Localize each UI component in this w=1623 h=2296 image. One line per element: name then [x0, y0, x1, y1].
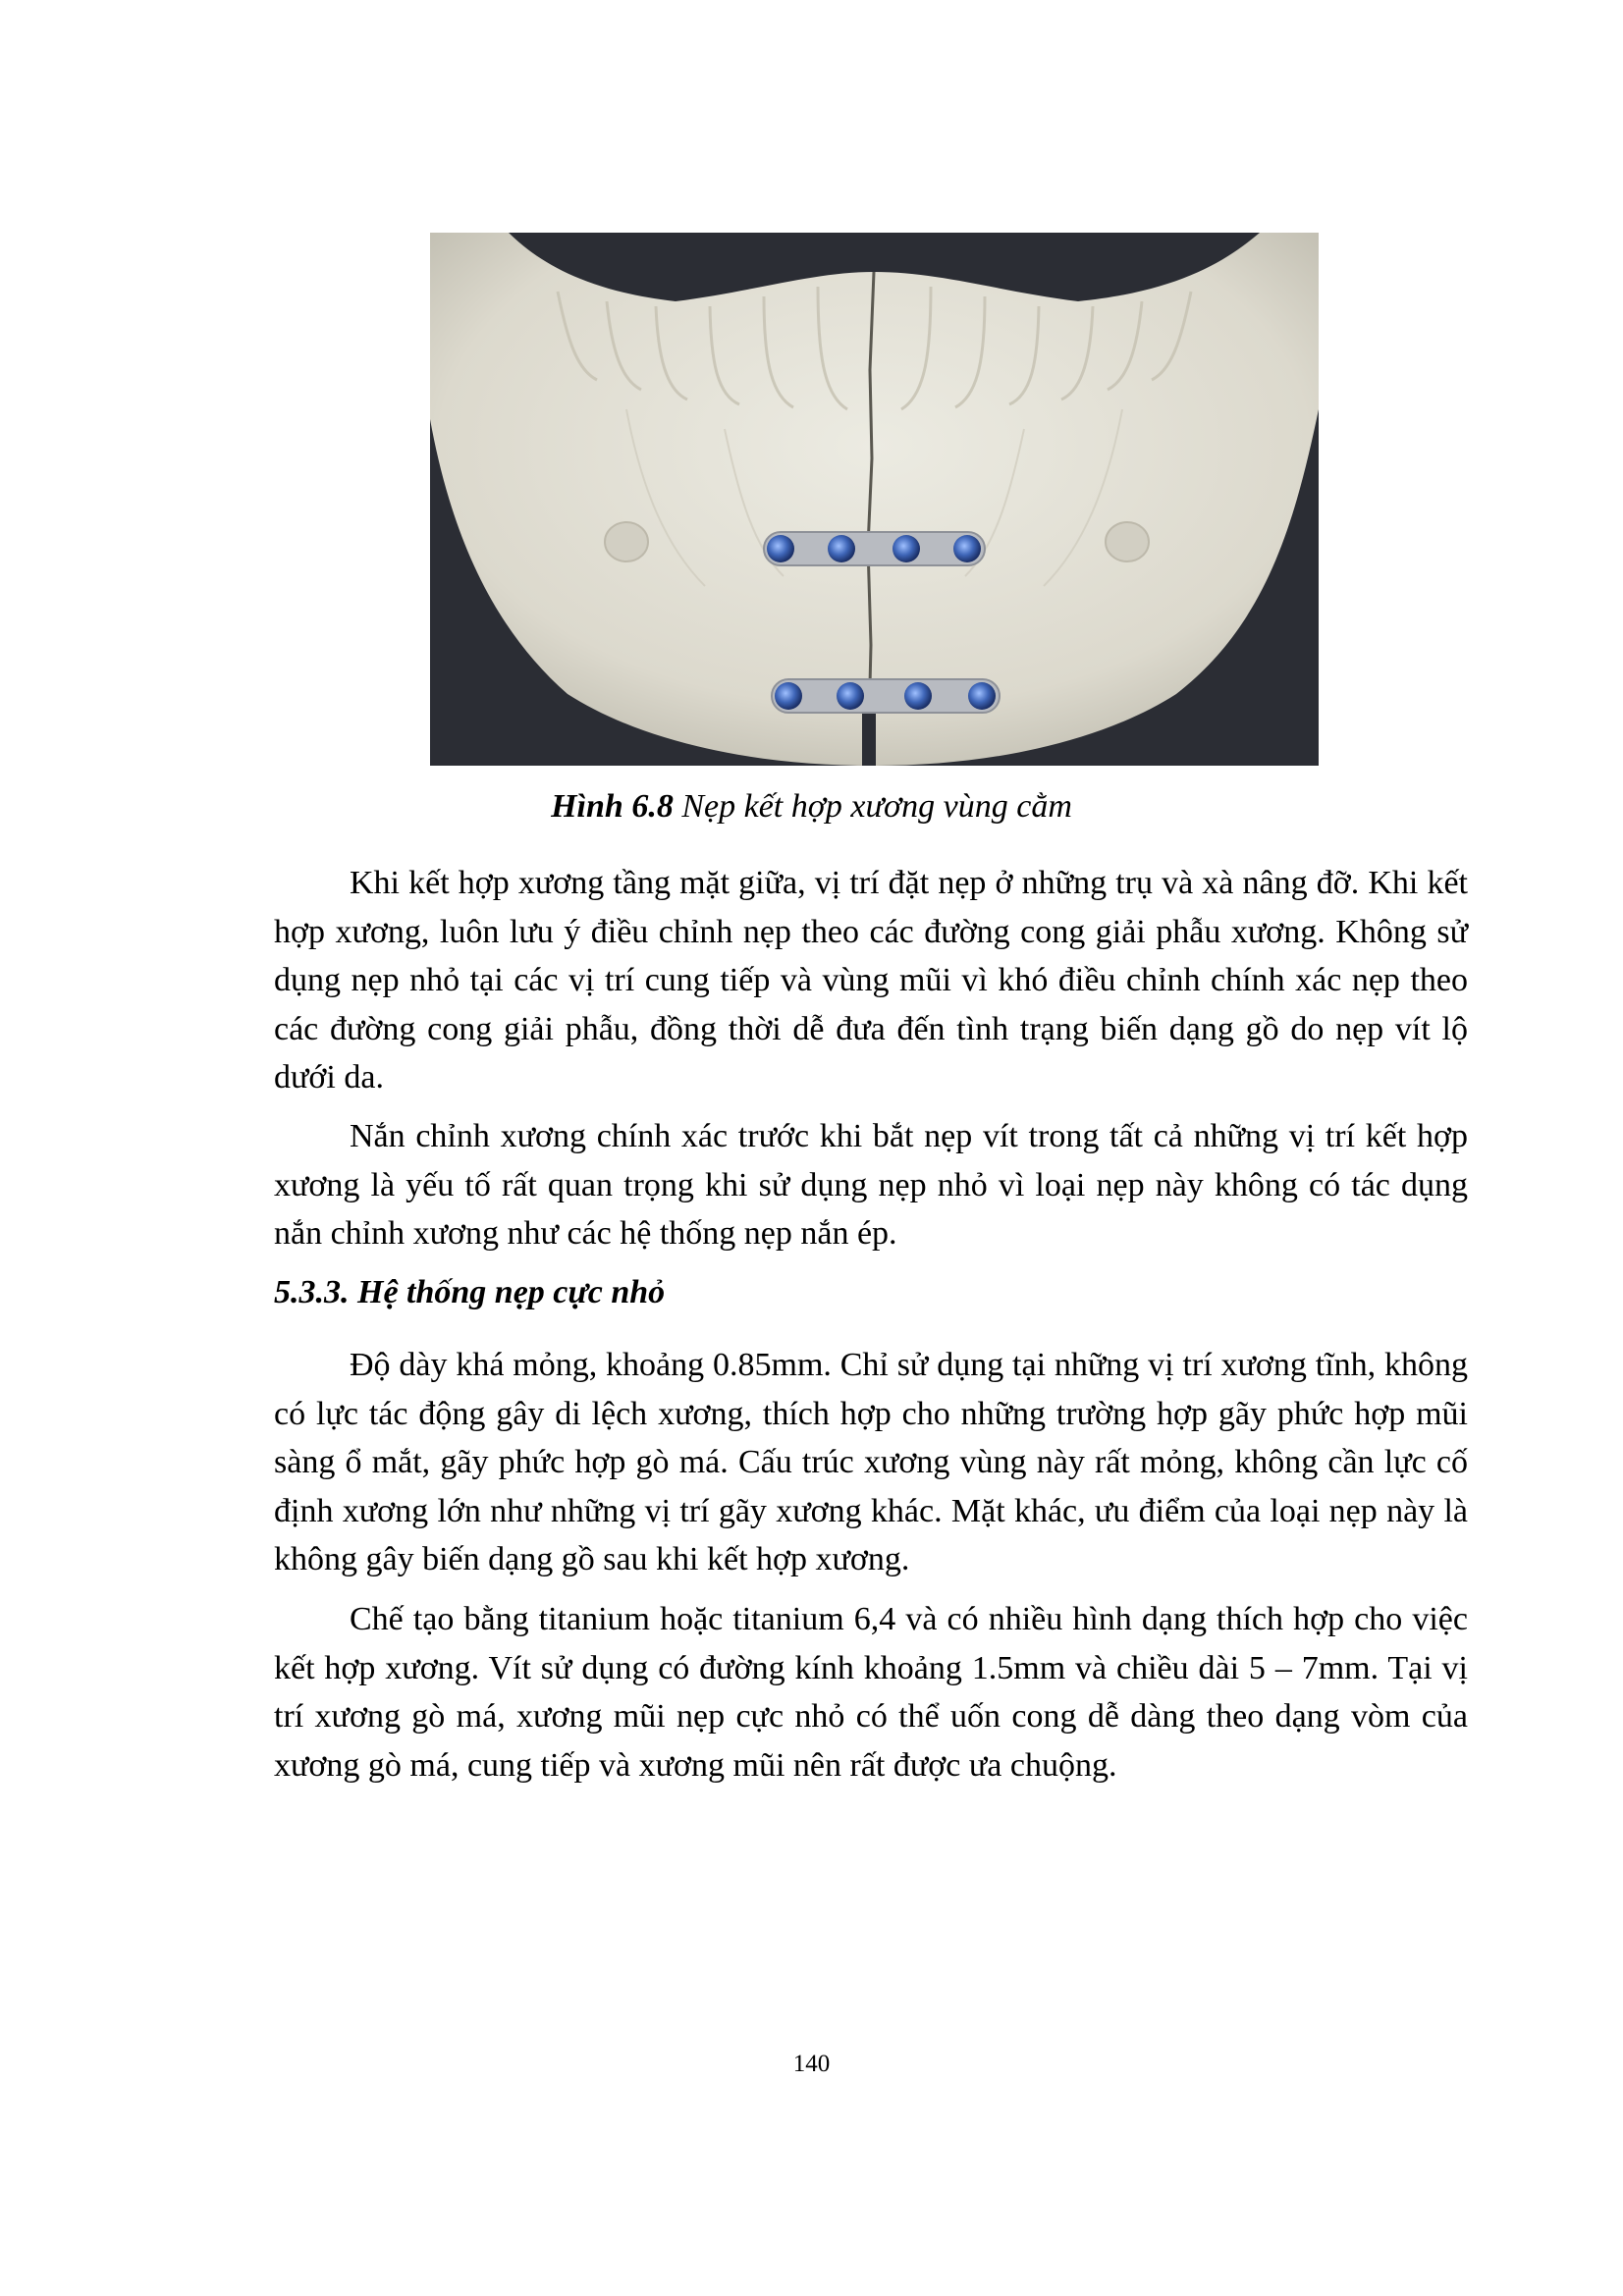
caption-text: Nẹp kết hợp xương vùng cằm	[673, 788, 1072, 825]
paragraph-1	[274, 859, 1468, 1102]
mandible-plate-photo	[430, 233, 1319, 766]
figure-photo	[430, 233, 1319, 766]
section-heading: 5.3.3. Hệ thống nẹp cực nhỏ	[274, 1274, 666, 1310]
paragraph-1-text: Khi kết hợp xương tầng mặt giữa, vị trí đặt nẹp ở những trụ và xà nâng đỡ. Khi kết hợp xương, luôn lưu ý điều chỉnh nẹp theo các đường cong giải phẫu xương. Không sử dụng nẹp nhỏ tại các vị trí cung tiếp và vùng mũi vì khó điều chỉnh chính xác nẹp theo các đường cong giải phẫu, đồng thời dễ đưa đến tình trạng biến dạng gồ do nẹp vít lộ dưới da.	[274, 865, 1468, 1095]
figure-caption	[0, 787, 1623, 827]
paragraph-4-text: Chế tạo bằng titanium hoặc titanium 6,4 và có nhiều hình dạng thích hợp cho việc kết hợp xương. Vít sử dụng có đường kính khoảng 1.5mm và chiều dài 5 – 7mm. Tại vị trí xương gò má, xương mũi nẹp cực nhỏ có thể uốn cong dễ dàng theo dạng vòm của xương gò má, cung tiếp và xương mũi nên rất được ưa chuộng.	[274, 1601, 1468, 1784]
paragraph-4	[274, 1595, 1468, 1789]
paragraph-2-text: Nắn chỉnh xương chính xác trước khi bắt nẹp vít trong tất cả những vị trí kết hợp xương là yếu tố rất quan trọng khi sử dụng nẹp nhỏ vì loại nẹp này không có tác dụng nắn chỉnh xương như các hệ thống nẹp nắn ép.	[274, 1118, 1468, 1252]
paragraph-3-text: Độ dày khá mỏng, khoảng 0.85mm. Chỉ sử dụng tại những vị trí xương tĩnh, không có lực tác động gây di lệch xương, thích hợp cho những trường hợp gãy phức hợp mũi sàng ổ mắt, gãy phức hợp gò má. Cấu trúc xương vùng này rất mỏng, không cần lực cố định xương lớn như những vị trí gãy xương khác. Mặt khác, ưu điểm của loại nẹp này là không gây biến dạng gồ sau khi kết hợp xương.	[274, 1347, 1468, 1577]
caption-number: Hình 6.8	[551, 788, 674, 825]
paragraph-2	[274, 1112, 1468, 1258]
paragraph-3	[274, 1341, 1468, 1584]
page-number: 140	[792, 2051, 831, 2077]
